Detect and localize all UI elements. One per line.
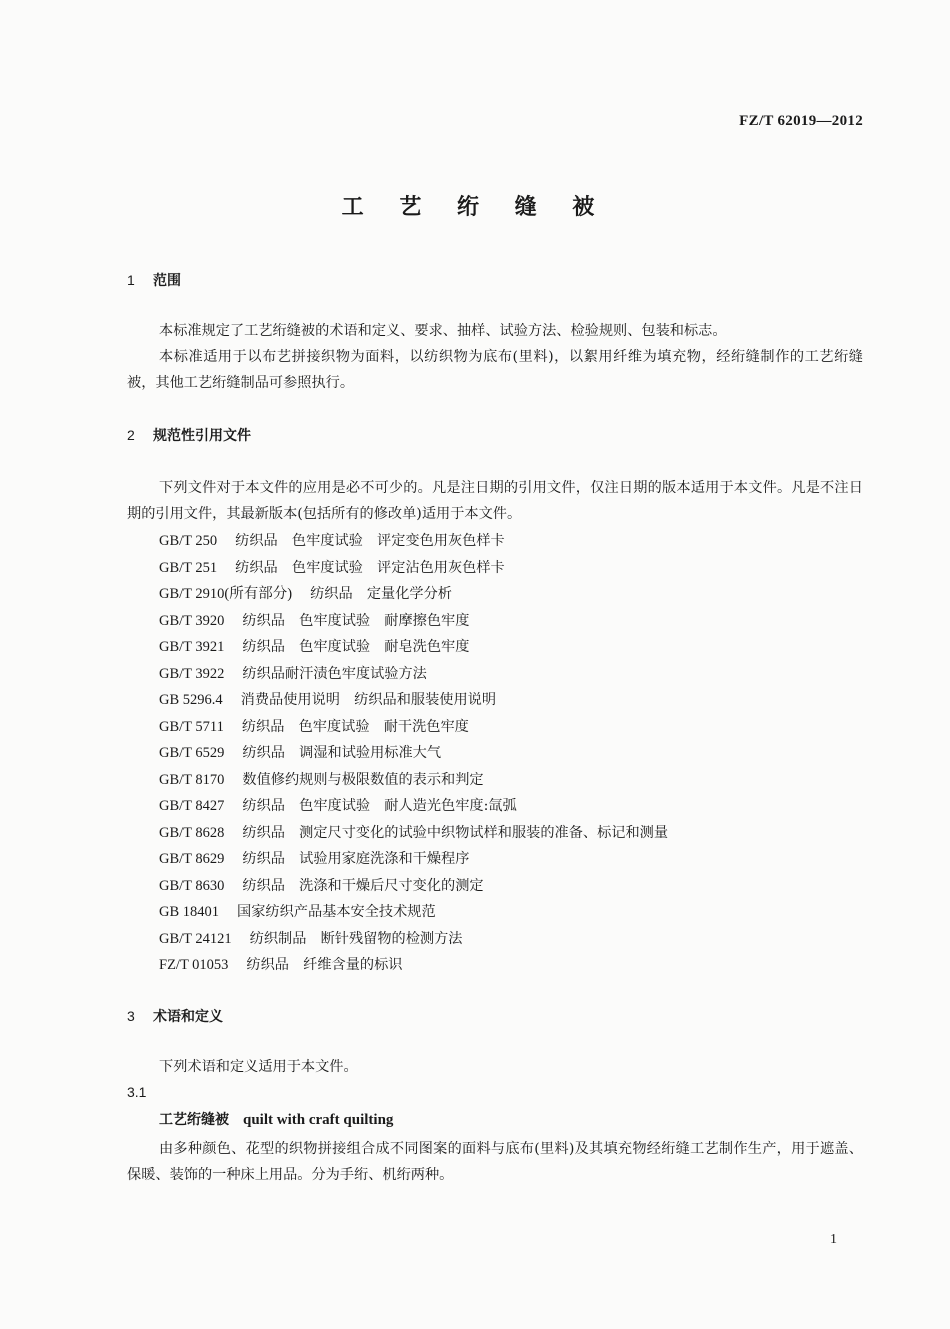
reference-code: GB/T 8630 <box>159 877 225 894</box>
reference-code: GB/T 250 <box>159 533 218 549</box>
clause-number: 3.1 <box>127 1084 147 1100</box>
term-definition: 由多种颜色、花型的织物拼接组合成不同图案的面料与底布(里料)及其填充物经绗缝工艺制作生产，用于遮盖、保暖、装饰的一种床上用品。分为手绗、机绗两种。 <box>127 1141 863 1183</box>
reference-title: 数值修约规则与极限数值的表示和判定 <box>242 771 484 788</box>
section-3-heading <box>127 1006 223 1026</box>
reference-title: 纺织品 纤维含量的标识 <box>246 957 403 973</box>
references-intro: 下列文件对于本文件的应用是必不可少的。凡是注日期的引用文件，仅注日期的版本适用于本文件。凡是不注日期的引用文件，其最新版本(包括所有的修改单)适用于本文件。 <box>127 480 863 522</box>
reference-item <box>159 740 879 767</box>
reference-code: GB/T 3921 <box>159 639 225 655</box>
reference-item <box>159 528 879 555</box>
reference-item <box>159 608 879 635</box>
reference-item <box>159 952 879 979</box>
section-2-heading <box>127 425 251 445</box>
scope-paragraph-1: 本标准规定了工艺绗缝被的术语和定义、要求、抽样、试验方法、检验规则、包装和标志。 <box>159 323 727 339</box>
reference-title: 纺织品 色牢度试验 耐干洗色牢度 <box>241 718 469 735</box>
reference-code: FZ/T 01053 <box>159 957 229 973</box>
reference-item <box>159 634 879 661</box>
section-title: 范围 <box>153 273 181 289</box>
term-entry <box>159 1109 393 1129</box>
reference-code: GB/T 24121 <box>159 930 232 947</box>
reference-code: GB/T 8628 <box>159 824 225 841</box>
term-chinese: 工艺绗缝被 <box>159 1112 229 1128</box>
reference-title: 纺织品耐汗渍色牢度试验方法 <box>242 665 427 682</box>
reference-list <box>159 528 879 979</box>
reference-item <box>159 793 879 820</box>
section-number: 2 <box>127 427 135 443</box>
reference-code: GB/T 8629 <box>159 851 225 867</box>
section-title: 规范性引用文件 <box>153 428 251 444</box>
scope-paragraph-2: 本标准适用于以布艺拼接织物为面料，以纺织物为底布(里料)，以絮用纤维为填充物，经绗缝制作的工艺绗缝被，其他工艺绗缝制品可参照执行。 <box>127 349 863 391</box>
reference-code: GB 18401 <box>159 904 220 920</box>
reference-item <box>159 687 879 714</box>
reference-title: 纺织品 色牢度试验 评定变色用灰色样卡 <box>235 533 505 549</box>
section-number: 1 <box>127 272 135 288</box>
reference-code: GB/T 2910(所有部分) <box>159 586 293 602</box>
reference-code: GB/T 8427 <box>159 798 225 814</box>
section-title: 术语和定义 <box>153 1009 223 1025</box>
reference-title: 纺织品 色牢度试验 评定沾色用灰色样卡 <box>235 559 505 576</box>
standard-code: FZ/T 62019—2012 <box>739 113 863 129</box>
reference-item <box>159 873 879 900</box>
reference-title: 纺织品 色牢度试验 耐皂洗色牢度 <box>242 639 470 655</box>
reference-title: 纺织品 试验用家庭洗涤和干燥程序 <box>242 851 470 867</box>
reference-title: 纺织品 色牢度试验 耐人造光色牢度:氙弧 <box>242 798 517 814</box>
reference-title: 纺织品 调湿和试验用标准大气 <box>242 745 442 761</box>
terms-intro: 下列术语和定义适用于本文件。 <box>159 1059 358 1075</box>
page-number: 1 <box>830 1232 837 1247</box>
reference-code: GB/T 3920 <box>159 612 225 629</box>
document-title: 工 艺 绗 缝 被 <box>341 195 609 220</box>
reference-code: GB 5296.4 <box>159 692 223 708</box>
reference-item <box>159 846 879 873</box>
reference-code: GB/T 5711 <box>159 718 224 735</box>
reference-item <box>159 899 879 926</box>
reference-title: 纺织品 色牢度试验 耐摩擦色牢度 <box>242 612 470 629</box>
reference-code: GB/T 8170 <box>159 771 225 788</box>
reference-title: 纺织制品 断针残留物的检测方法 <box>249 930 463 947</box>
term-english: quilt with craft quilting <box>243 1112 394 1128</box>
reference-code: GB/T 251 <box>159 559 218 576</box>
reference-title: 纺织品 测定尺寸变化的试验中织物试样和服装的准备、标记和测量 <box>242 824 669 841</box>
reference-item <box>159 820 879 847</box>
reference-title: 纺织品 洗涤和干燥后尺寸变化的测定 <box>242 877 484 894</box>
reference-item <box>159 767 879 794</box>
reference-code: GB/T 3922 <box>159 665 225 682</box>
reference-item <box>159 555 879 582</box>
reference-title: 消费品使用说明 纺织品和服装使用说明 <box>240 692 497 708</box>
section-1-heading <box>127 270 181 290</box>
reference-title: 国家纺织产品基本安全技术规范 <box>237 904 436 920</box>
reference-item <box>159 661 879 688</box>
section-number: 3 <box>127 1008 135 1024</box>
reference-item <box>159 926 879 953</box>
reference-code: GB/T 6529 <box>159 745 225 761</box>
reference-item <box>159 581 879 608</box>
reference-title: 纺织品 定量化学分析 <box>310 586 452 602</box>
reference-item <box>159 714 879 741</box>
